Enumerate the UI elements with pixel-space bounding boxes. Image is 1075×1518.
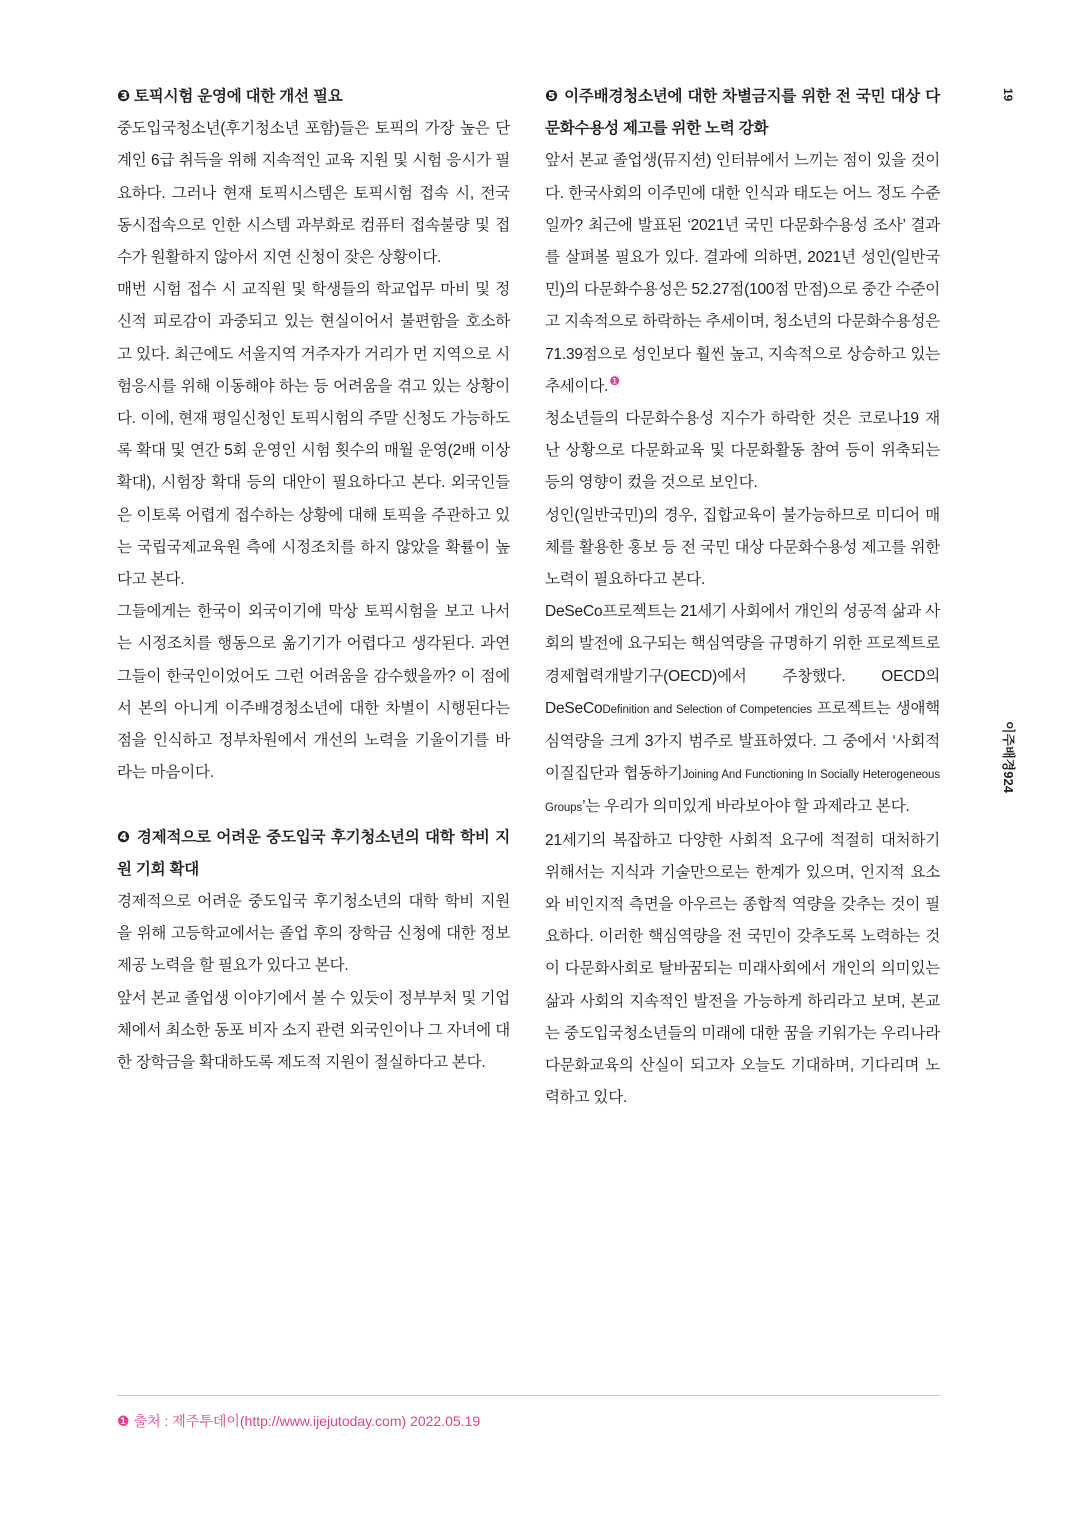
section-4 [117,822,510,1080]
paragraph: 매번 시험 접수 시 교직원 및 학생들의 학교업무 마비 및 정신적 피로감이 과중되고 있는 현실이어서 불편함을 호소하고 있다. 최근에도 서울지역 거주자가 거리가 먼 지역으로 시험응시를 위해 이동해야 하는 등 어려움을 겪고 있는 상황이다. 이에, 현재 평일신청인 토픽시험의 주말 신청도 가능하도록 확대 및 연간 5회 운영인 시험 횟수의 매월 운영(2배 이상 확대), 시험장 확대 등의 대안이 필요하다고 본다. 외국인들은 이토록 어렵게 접수하는 상황에 대해 토픽을 주관하고 있는 국립국제교육원 측에 시정조치를 하지 않았을 확률이 높다고 본다. [117,281,510,589]
paragraph: 앞서 본교 졸업생 이야기에서 볼 수 있듯이 정부부처 및 기업체에서 최소한 동포 비자 소지 관련 외국인이나 그 자녀에 대한 장학금을 확대하도록 제도적 지원이 절실하다고 본다. [117,989,510,1072]
section-5 [545,81,940,1115]
paragraph: 중도입국청소년(후기청소년 포함)들은 토픽의 가장 높은 단계인 6급 취득을 위해 지속적인 교육 지원 및 시험 응시가 필요하다. 그러나 현재 토픽시스템은 토픽시험 접속 시, 전국 동시접속으로 인한 시스템 과부화로 컴퓨터 접속불량 및 접수가 원활하지 않아서 지연 신청이 잦은 상황이다. [117,120,510,267]
paragraph: 21세기의 복잡하고 다양한 사회적 요구에 적절히 대처하기 위해서는 지식과 기술만으로는 한계가 있으며, 인지적 요소와 비인지적 측면을 아우르는 종합적 역량을 갖추는 것이 필요하다. 이러한 핵심역량을 전 국민이 갖추도록 노력하는 것이 다문화사회로 탈바꿈되는 미래사회에서 개인의 의미있는 삶과 사회의 지속적인 발전을 가능하게 하리라고 보며, 본교는 중도입국청소년들의 미래에 대한 꿈을 키워가는 우리나라 다문화교육의 산실이 되고자 오늘도 기대하며, 기다리며 노력하고 있다. [545,831,940,1107]
section-5-heading: ❺ 이주배경청소년에 대한 차별금지를 위한 전 국민 대상 다문화수용성 제고를 위한 노력 강화 [545,88,940,138]
footnote-reference-marker: ❶ [609,373,620,388]
footnote-marker: ❶ [117,1413,130,1429]
right-column [545,81,940,1115]
paragraph: 경제적으로 어려운 중도입국 후기청소년의 대학 학비 지원을 위해 고등학교에서는 졸업 후의 장학금 신청에 대한 정보 제공 노력을 할 필요가 있다고 본다. [117,893,510,975]
paragraph-text: DeSeCo프로젝트는 21세기 사회에서 개인의 성공적 삶과 사회의 발전에 요구되는 핵심역량을 규명하기 위한 프로젝트로 경제협력개발기구(OECD)에서 주창했다. OECD의 DeSeCo [545,603,940,717]
footnote [117,1411,480,1431]
paragraph [545,596,940,824]
footnote-text: 출처 : 제주투데이(http://www.ijejutoday.com) 2022.05.19 [133,1413,481,1429]
section-3 [117,81,510,789]
paragraph-text: ’는 우리가 의미있게 바라보아야 할 과제라고 본다. [582,798,910,816]
paragraph-text: 프로젝트는 생애핵심역량을 크게 3가지 범주로 발표하였다. 그 중에서 ‘사회적 이질집단과 협동하기 [545,699,940,783]
paragraph: 성인(일반국민)의 경우, 집합교육이 불가능하므로 미디어 매체를 활용한 홍보 등 전 국민 대상 다문화수용성 제고를 위한 노력이 필요하다고 본다. [545,506,940,589]
section-3-heading: ❸ 토픽시험 운영에 대한 개선 필요 [117,88,343,105]
english-gloss: Joining And Functioning In Socially Heterogeneous Groups [545,769,940,815]
left-column [117,81,510,1079]
section-4-heading: ❹ 경제적으로 어려운 중도입국 후기청소년의 대학 학비 지원 기회 확대 [117,828,510,878]
footnote-divider [117,1395,940,1396]
english-gloss: Definition and Selection of Competencies [602,703,812,716]
paragraph [545,145,940,403]
side-section-label: 이주배경924 [1001,721,1016,793]
paragraph: 그들에게는 한국이 외국이기에 막상 토픽시험을 보고 나서는 시정조치를 행동으로 옮기기가 어렵다고 생각된다. 과연 그들이 한국인이었어도 그런 어려움을 감수했을까? 이 점에서 본의 아니게 이주배경청소년에 대한 차별이 시행된다는 점을 인식하고 정부차원에서 개선의 노력을 기울이기를 바라는 마음이다. [117,603,510,782]
paragraph-text: 앞서 본교 졸업생(뮤지션) 인터뷰에서 느끼는 점이 있을 것이다. 한국사회의 이주민에 대한 인식과 태도는 어느 정도 수준일까? 최근에 발표된 ‘2021년 국민 다문화수용성 조사’ 결과를 살펴볼 필요가 있다. 결과에 의하면, 2021년 성인(일반국민)의 다문화수용성은 52.27점(100점 만점)으로 중간 수준이고 지속적으로 하락하는 추세이며, 청소년의 다문화수용성은 71.39점으로 성인보다 훨씬 높고, 지속적으로 상승하고 있는 추세이다. [545,152,940,395]
paragraph: 청소년들의 다문화수용성 지수가 하락한 것은 코로나19 재난 상황으로 다문화교육 및 다문화활동 참여 등이 위축되는 등의 영향이 컸을 것으로 보인다. [545,410,940,492]
page-number: 19 [1001,88,1015,102]
